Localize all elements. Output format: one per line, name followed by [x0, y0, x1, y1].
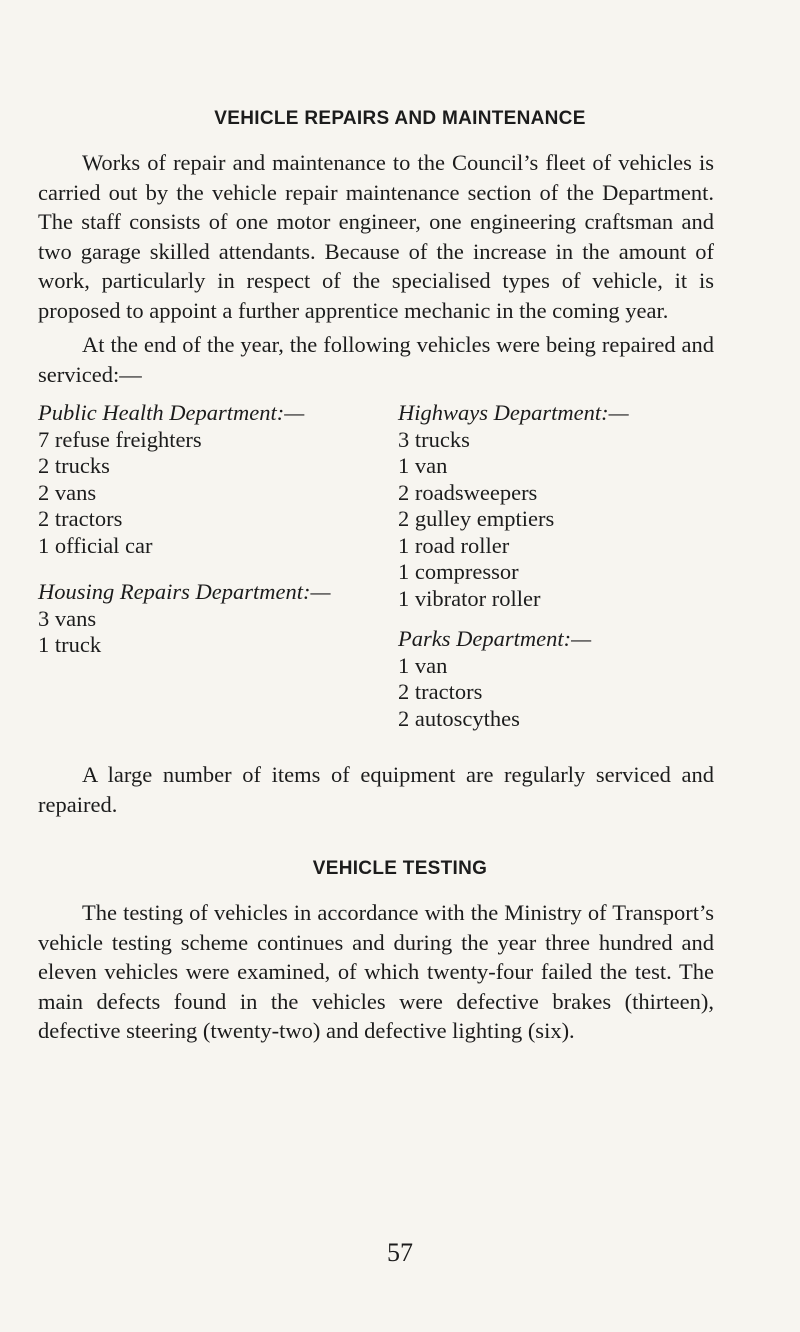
page-number: 57: [387, 1238, 413, 1267]
list-item: 1 compressor: [398, 559, 519, 584]
section-heading-vehicle-testing: VEHICLE TESTING: [312, 858, 488, 879]
paragraph-equipment: A large number of items of equipment are regularly serviced and repaired.: [38, 762, 714, 817]
section-heading-vehicle-repairs: VEHICLE REPAIRS AND MAINTENANCE: [214, 108, 586, 129]
list-item: 1 truck: [38, 632, 102, 657]
public-health-title: Public Health Department:—: [38, 400, 305, 425]
paragraph-year-end: At the end of the year, the following vehicles were being repaired and serviced:—: [38, 332, 714, 387]
list-item: 2 autoscythes: [398, 705, 520, 731]
list-item: 1 road roller: [398, 532, 510, 558]
list-item: 1 van: [398, 652, 448, 678]
left-column: [38, 400, 330, 659]
list-item: 2 roadsweepers: [398, 479, 538, 505]
list-item: 2 tractors: [398, 679, 483, 704]
right-column: [398, 400, 629, 732]
list-item: 2 trucks: [38, 453, 110, 478]
parks-title: Parks Department:—: [398, 626, 592, 651]
list-item: 2 gulley emptiers: [398, 506, 555, 531]
paragraph-repairs: Works of repair and maintenance to the Council’s fleet of vehicles is carried out by the vehicle repair maintenance section of the Department. The staff consists of one motor engineer, one engineering craftsman and two garage skilled attendants. Because of the increase in the amount of work, particularly in respect of the specialised types of vehicle, it is proposed to appoint a further apprentice mechanic in the coming year.: [38, 150, 714, 323]
list-item: 2 tractors: [38, 506, 123, 531]
list-item: 3 vans: [38, 605, 97, 631]
list-item: 1 van: [398, 453, 448, 478]
list-item: 1 vibrator roller: [398, 585, 541, 611]
housing-repairs-title: Housing Repairs Department:—: [38, 579, 331, 604]
highways-title: Highways Department:—: [398, 400, 629, 425]
list-item: 1 official car: [38, 532, 153, 558]
list-item: 3 trucks: [398, 426, 470, 452]
list-item: 7 refuse freighters: [38, 426, 202, 452]
list-item: 2 vans: [38, 479, 97, 505]
paragraph-testing: The testing of vehicles in accordance with the Ministry of Transport’s vehicle testing scheme continues and during the year three hundred and eleven vehicles were examined, of which twenty-four failed the test. The main defects found in the vehicles were defective brakes (thirteen), defective steering (twenty-two) and defective lighting (six).: [38, 900, 714, 1043]
